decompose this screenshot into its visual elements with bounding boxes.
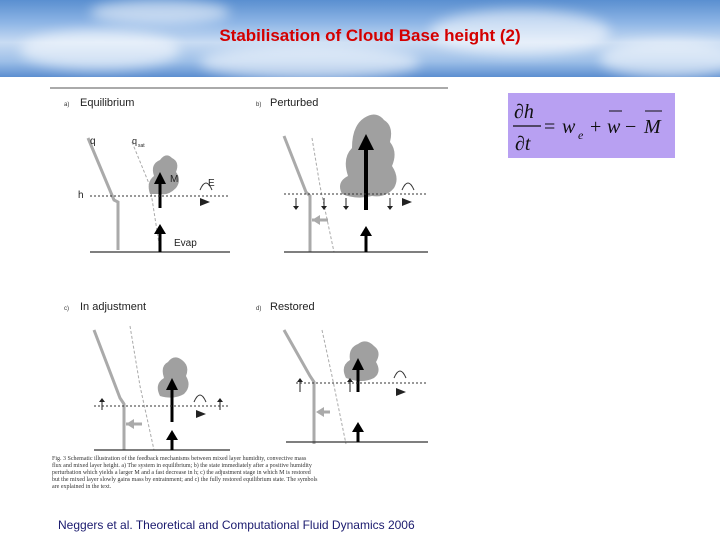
panel-a-M-label: M — [170, 174, 179, 185]
eq-w-mean: w — [607, 116, 621, 138]
citation: Neggers et al. Theoretical and Computational Fluid Dynamics 2006 — [58, 518, 415, 532]
panel-d-qsat-profile — [322, 330, 346, 444]
cloud-base-equation — [508, 93, 675, 158]
panel-c-q-profile — [94, 330, 124, 450]
panel-a-evap-label: Evap — [174, 238, 197, 249]
caption-line: Fig. 3 Schematic illustration of the feedback mechanisms between mixed layer humidity, convective mass — [52, 456, 307, 462]
caption-line: flux and mixed layer height. a) The system in equilibrium; b) the state immediately after a positive humidity — [52, 463, 312, 469]
panel-b-cloud — [340, 114, 397, 197]
panel-a-tag: a) — [64, 102, 70, 108]
caption-line: but the mixed layer slowly gains mass by entrainment; and c) the fully restored equilibrium state. The symbols — [52, 477, 318, 483]
panel-c — [64, 301, 230, 450]
eq-plus: + — [590, 116, 602, 138]
caption-line: perturbation which yields a larger M and a fast decrease in h; c) the adjustment stage in which M is restored — [52, 470, 311, 476]
panel-a — [64, 97, 230, 252]
eq-numerator: ∂h — [514, 101, 534, 123]
panel-d-q-profile — [284, 330, 314, 444]
panel-c-qsat-profile — [130, 326, 154, 450]
panel-b-qsat-profile — [312, 138, 334, 252]
panel-a-qsat-label: q — [132, 136, 138, 146]
eq-M: M — [644, 116, 661, 138]
eq-denominator: ∂t — [515, 133, 531, 155]
panel-b-tag: b) — [256, 102, 262, 108]
cloud-base-figure — [50, 86, 448, 490]
panel-c-title: In adjustment — [80, 301, 147, 313]
panel-d — [256, 301, 428, 444]
eq-we: w — [562, 116, 576, 138]
panel-a-title: Equilibrium — [80, 97, 135, 109]
panel-b-title: Perturbed — [270, 97, 319, 109]
eq-minus: − — [625, 116, 637, 138]
panel-a-E-label: E — [208, 178, 215, 189]
panel-a-h-label: h — [78, 190, 84, 201]
panel-b — [256, 97, 428, 252]
panel-a-q-label: q — [90, 136, 96, 147]
eq-equals: = — [544, 116, 556, 138]
eq-we-subscript: e — [578, 128, 584, 142]
panel-a-qsat-sub: sat — [138, 143, 145, 149]
panel-d-title: Restored — [270, 301, 315, 313]
figure-caption — [52, 455, 318, 490]
slide-title: Stabilisation of Cloud Base height (2) — [219, 26, 521, 45]
panel-c-tag: c) — [64, 306, 69, 312]
panel-a-q-profile — [88, 138, 118, 250]
panel-d-cloud — [344, 341, 379, 381]
caption-line: are explained in the text. — [52, 484, 112, 490]
panel-d-tag: d) — [256, 306, 262, 312]
